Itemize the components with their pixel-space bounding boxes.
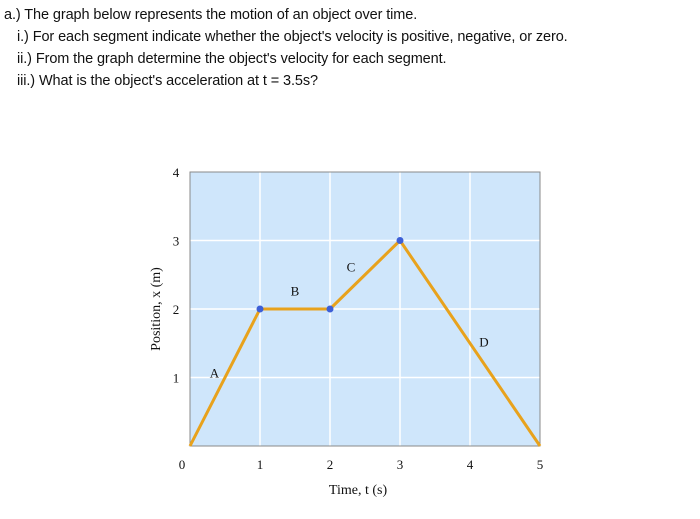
x-axis-title: Time, t (s): [328, 483, 388, 498]
data-point: [327, 306, 334, 313]
y-tick-label: 2: [172, 302, 180, 317]
x-tick-label: 3: [396, 457, 404, 472]
segment-label: A: [209, 365, 220, 381]
y-axis-title: Position, x (m): [149, 267, 164, 351]
y-tick-label: 3: [172, 233, 180, 249]
question-part-iii: iii.) What is the object's acceleration at t = 3.5s?: [17, 73, 319, 89]
segment-label: B: [290, 283, 300, 299]
x-tick-label: 4: [466, 457, 474, 472]
segment-label: C: [346, 259, 356, 275]
data-point: [397, 237, 404, 244]
y-tick-label: 1: [172, 370, 180, 386]
segment-label: D: [479, 334, 489, 350]
question-title: a.) The graph below represents the motion of an object over time.: [4, 7, 418, 23]
x-tick-label: 0: [178, 457, 186, 472]
x-tick-label: 2: [326, 457, 334, 472]
x-tick-label: 1: [256, 457, 264, 472]
question-part-i: i.) For each segment indicate whether the object's velocity is positive, negative, or zero.: [17, 29, 568, 45]
question-part-ii: ii.) From the graph determine the object's velocity for each segment.: [17, 51, 447, 67]
data-point: [257, 306, 264, 313]
x-tick-label: 5: [536, 457, 544, 472]
y-tick-label: 4: [172, 165, 180, 180]
